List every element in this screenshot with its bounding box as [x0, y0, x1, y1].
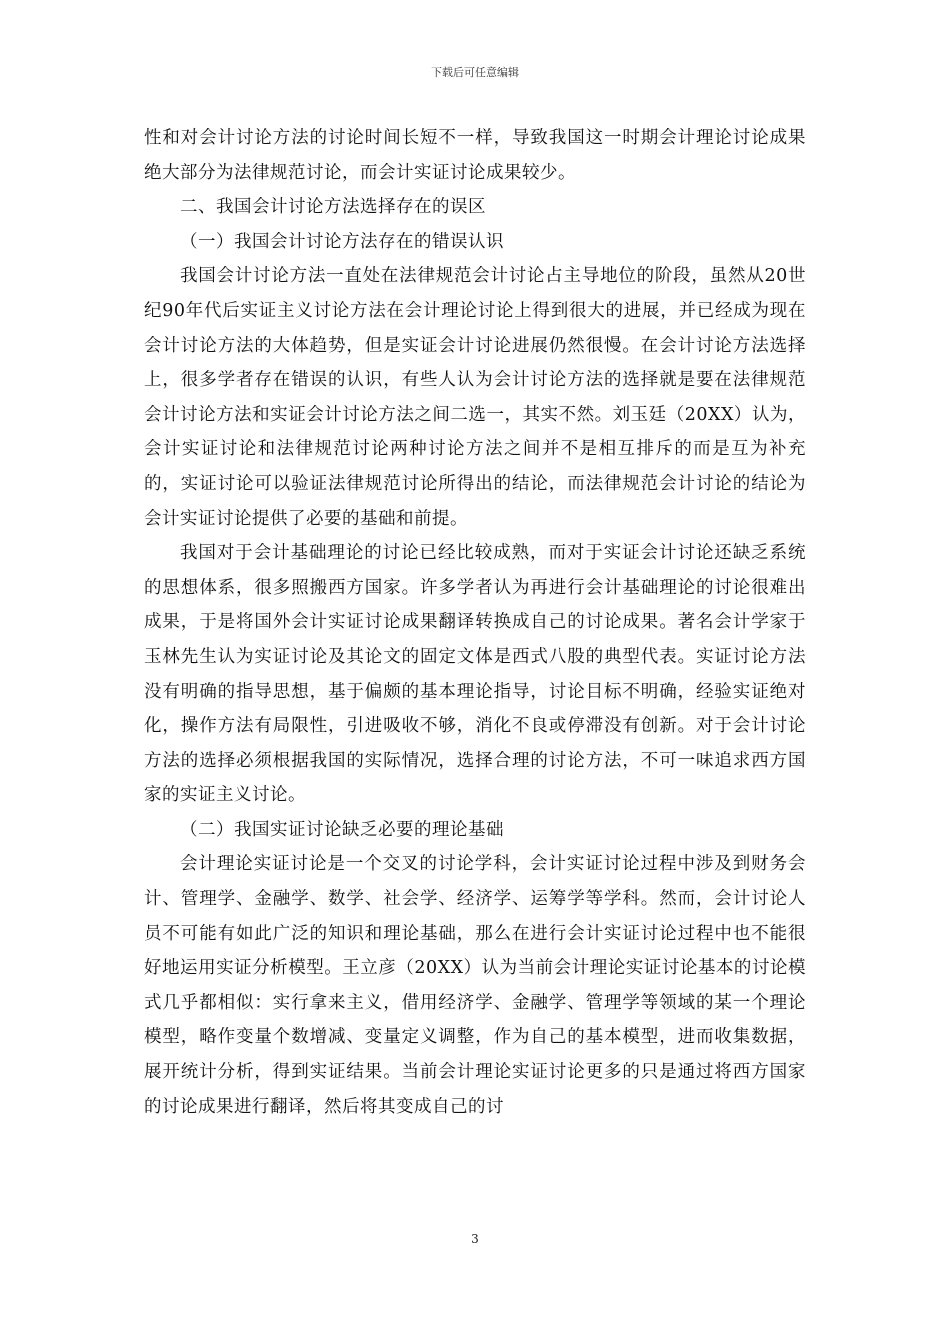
document-body: [144, 121, 806, 1124]
paragraph: 我国对于会计基础理论的讨论已经比较成熟，而对于实证会计讨论还缺乏系统的思想体系，很多照搬西方国家。许多学者认为再进行会计基础理论的讨论很难出成果，于是将国外会计实证讨论成果翻译转换成自己的讨论成果。著名会计学家于玉林先生认为实证讨论及其论文的固定文体是西式八股的典型代表。实证讨论方法没有明确的指导思想，基于偏颇的基本理论指导，讨论目标不明确，经验实证绝对化，操作方法有局限性，引进吸收不够，消化不良或停滞没有创新。对于会计讨论方法的选择必须根据我国的实际情况，选择合理的讨论方法，不可一味追求西方国家的实证主义讨论。: [144, 543, 806, 806]
section-heading: 二、我国会计讨论方法选择存在的误区: [180, 197, 486, 218]
paragraph: 会计理论实证讨论是一个交叉的讨论学科，会计实证讨论过程中涉及到财务会计、管理学、金融学、数学、社会学、经济学、运筹学等学科。然而，会计讨论人员不可能有如此广泛的知识和理论基础，那么在进行会计实证讨论过程中也不能很好地运用实证分析模型。王立彦（20XX）认为当前会计理论实证讨论基本的讨论模式几乎都相似：实行拿来主义，借用经济学、金融学、管理学等领域的某一个理论模型，略作变量个数增减、变量定义调整，作为自己的基本模型，进而收集数据，展开统计分析，得到实证结果。当前会计理论实证讨论更多的只是通过将西方国家的讨论成果进行翻译，然后将其变成自己的讨: [144, 854, 806, 1117]
paragraph-continuation: 性和对会计讨论方法的讨论时间长短不一样，导致我国这一时期会计理论讨论成果绝大部分为法律规范讨论，而会计实证讨论成果较少。: [144, 128, 806, 183]
page-number: 3: [471, 1232, 479, 1246]
subsection-heading-2: （二）我国实证讨论缺乏必要的理论基础: [180, 819, 504, 840]
subsection-heading-1: （一）我国会计讨论方法存在的错误认识: [180, 231, 504, 252]
page-header: 下载后可任意编辑: [431, 66, 519, 79]
paragraph: 我国会计讨论方法一直处在法律规范会计讨论占主导地位的阶段，虽然从20世纪90年代后实证主义讨论方法在会计理论讨论上得到很大的进展，并已经成为现在会计讨论方法的大体趋势，但是实证会计讨论进展仍然很慢。在会计讨论方法选择上，很多学者存在错误的认识，有些人认为会计讨论方法的选择就是要在法律规范会计讨论方法和实证会计讨论方法之间二选一，其实不然。刘玉廷（20XX）认为，会计实证讨论和法律规范讨论两种讨论方法之间并不是相互排斥的而是互为补充的，实证讨论可以验证法律规范讨论所得出的结论，而法律规范会计讨论的结论为会计实证讨论提供了必要的基础和前提。: [144, 266, 806, 529]
